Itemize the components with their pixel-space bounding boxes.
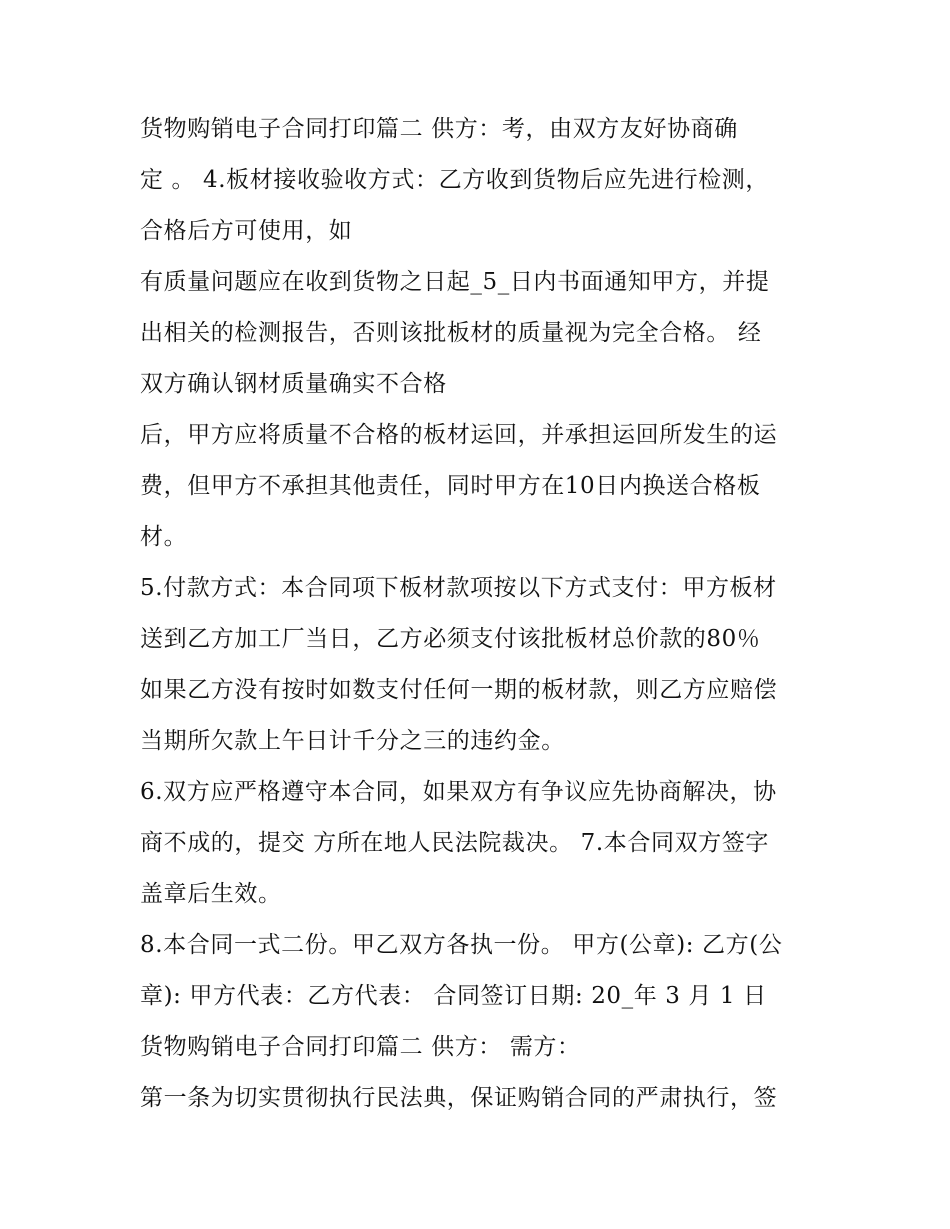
text-line: 商不成的，提交 方所在地人民法院裁决。 7.本合同双方签字 — [140, 830, 769, 856]
text-line: 合格后方可使用，如 — [140, 218, 353, 244]
text-line: 出相关的检测报告，否则该批板材的质量视为完全合格。 经 — [140, 320, 762, 346]
text-line: 后，甲方应将质量不合格的板材运回，并承担运回所发生的运 — [140, 422, 778, 448]
text-line: 有质量问题应在收到货物之日起_5_日内书面通知甲方，并提 — [140, 269, 770, 295]
text-line: 送到乙方加工厂当日，乙方必须支付该批板材总价款的80％ — [140, 626, 761, 652]
text-line: 6.双方应严格遵守本合同，如果双方有争议应先协商解决，协 — [140, 779, 777, 805]
text-line: 双方确认钢材质量确实不合格 — [140, 371, 447, 397]
text-line: 第一条为切实贯彻执行民法典，保证购销合同的严肃执行，签 — [140, 1085, 778, 1111]
document-body — [140, 104, 820, 1124]
text-line: 货物购销电子合同打印篇二 供方：考，由双方友好协商确 — [140, 116, 738, 142]
text-line: 盖章后生效。 — [140, 881, 282, 907]
text-line: 费，但甲方不承担其他责任，同时甲方在10日内换送合格板 — [140, 473, 761, 499]
text-line: 如果乙方没有按时如数支付任何一期的板材款，则乙方应赔偿 — [140, 677, 778, 703]
text-line: 材。 — [140, 524, 188, 550]
text-line: 章): 甲方代表：乙方代表： 合同签订日期: 20_年 3 月 1 日 — [140, 983, 767, 1009]
text-line: 定 。 4.板材接收验收方式：乙方收到货物后应先进行检测， — [140, 167, 769, 193]
text-line: 8.本合同一式二份。甲乙双方各执一份。 甲方(公章): 乙方(公 — [140, 932, 783, 958]
text-line: 货物购销电子合同打印篇二 供方： 需方： — [140, 1034, 581, 1060]
text-line: 5.付款方式：本合同项下板材款项按以下方式支付：甲方板材 — [140, 575, 777, 601]
text-line: 当期所欠款上午日计千分之三的违约金。 — [140, 728, 565, 754]
